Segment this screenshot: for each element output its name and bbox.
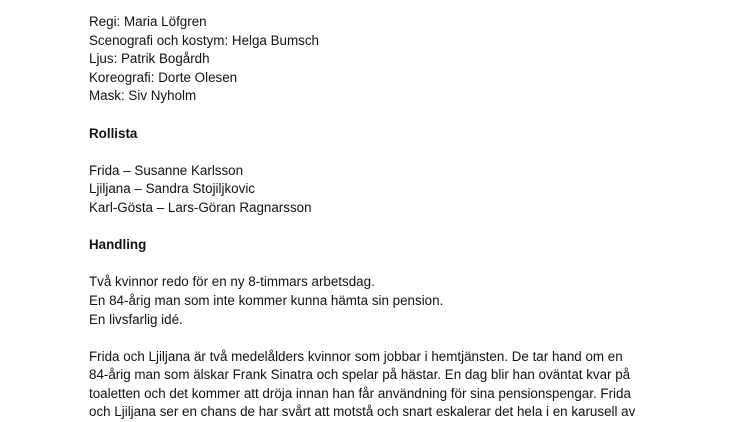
spacer (89, 106, 689, 125)
spacer (89, 255, 689, 274)
cast-list (89, 162, 689, 218)
credit-line: Ljus: Patrik Bogårdh (89, 51, 210, 67)
paragraph-line: toaletten och det kommer att dröja innan han får användning för sina pensionspengar. Frida (89, 385, 631, 401)
credits-list (89, 13, 689, 106)
intro-line: En livsfarlig idé. (89, 311, 183, 327)
credit-line: Mask: Siv Nyholm (89, 88, 197, 104)
handling-paragraph (89, 348, 689, 422)
handling-heading: Handling (89, 237, 147, 253)
credit-line: Regi: Maria Löfgren (89, 14, 207, 29)
intro-line: En 84-årig man som inte kommer kunna hämta sin pension. (89, 292, 444, 308)
cast-line: Karl-Gösta – Lars-Göran Ragnarsson (89, 199, 312, 215)
cast-line: Frida – Susanne Karlsson (89, 162, 244, 178)
paragraph-line: 84-årig man som älskar Frank Sinatra och spelar på hästar. En dag blir han oväntat kvar på (89, 367, 631, 383)
document-body (89, 13, 689, 422)
spacer (89, 143, 689, 162)
paragraph-line: och Ljiljana ser en chans de har svårt att motstå och snart eskalerar det hela i en karusell av (89, 404, 636, 420)
cast-line: Ljiljana – Sandra Stojiljkovic (89, 181, 255, 197)
spacer (89, 218, 689, 237)
credit-line: Scenografi och kostym: Helga Bumsch (89, 32, 319, 48)
paragraph-line: Frida och Ljiljana är två medelålders kvinnor som jobbar i hemtjänsten. De tar hand om en (89, 348, 623, 364)
handling-intro (89, 273, 689, 329)
intro-line: Två kvinnor redo för en ny 8-timmars arbetsdag. (89, 274, 375, 290)
rollista-heading: Rollista (89, 125, 138, 141)
spacer (89, 329, 689, 348)
credit-line: Koreografi: Dorte Olesen (89, 69, 238, 85)
